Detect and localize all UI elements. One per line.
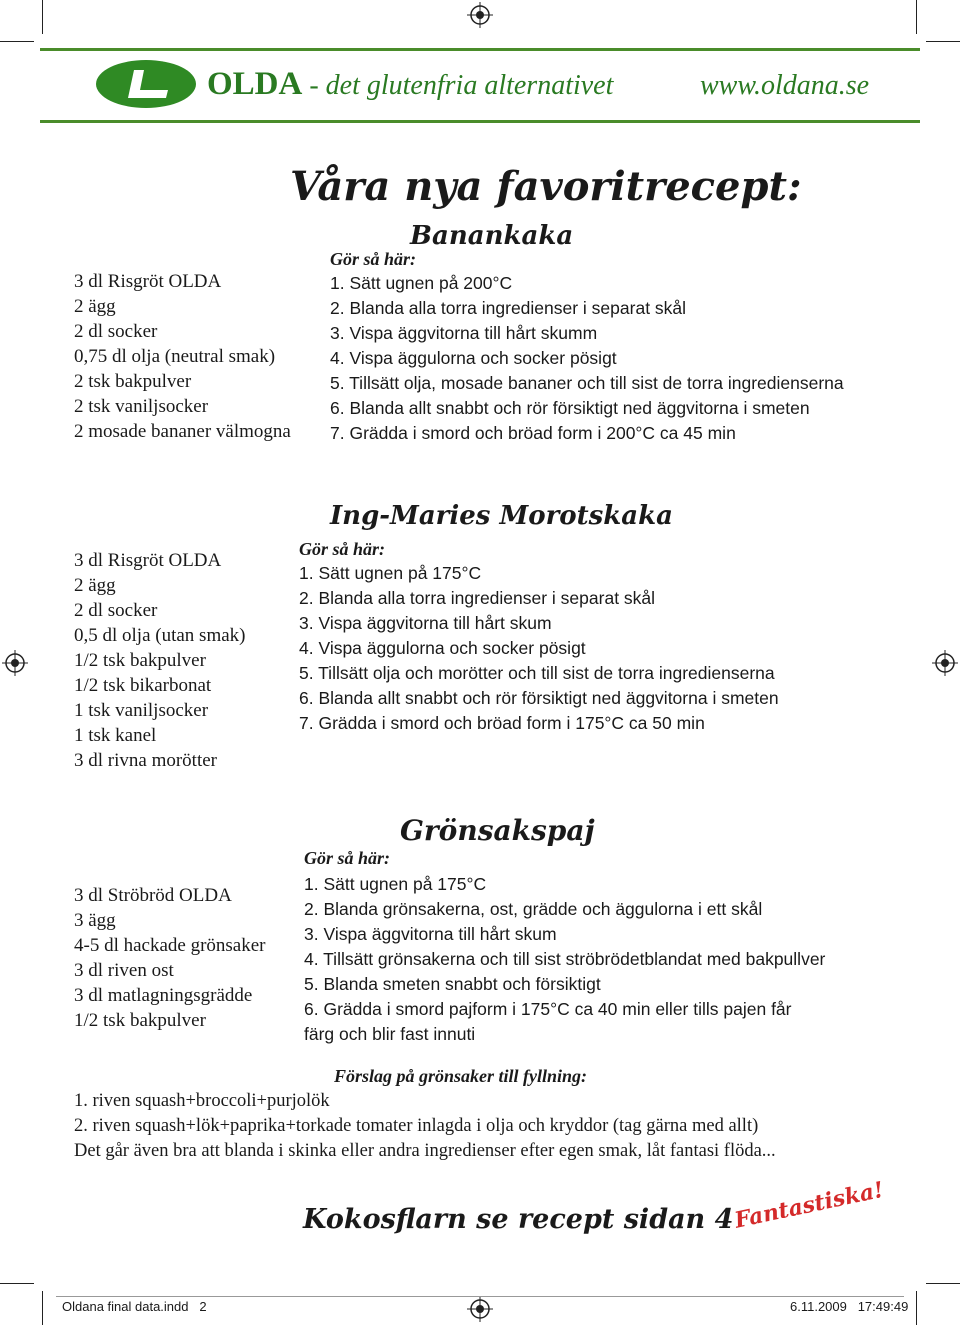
ingredient-item: 4-5 dl hackade grönsaker — [74, 935, 266, 956]
method-section — [330, 247, 844, 446]
recipe-title: Grönsakspaj — [400, 814, 595, 847]
ingredient-list — [74, 883, 266, 1033]
brand-name: OLDA — [207, 66, 303, 102]
ingredient-item: 2 ägg — [74, 296, 116, 317]
suggestion-line: 1. riven squash+broccoli+purjolök — [74, 1091, 330, 1111]
header-rule-top — [40, 48, 920, 51]
method-label: Gör så här: — [330, 249, 417, 269]
ingredient-item: 0,75 dl olja (neutral smak) — [74, 346, 276, 367]
header-url: www.oldana.se — [700, 70, 870, 101]
registration-mark-icon — [2, 650, 28, 676]
crop-mark — [42, 0, 43, 34]
method-section — [299, 537, 779, 736]
method-step: 3. Vispa äggvitorna till hårt skum — [304, 924, 557, 944]
ingredient-item: 3 dl rivna morötter — [74, 750, 217, 771]
header-rule-bottom — [40, 120, 920, 123]
method-step: 5. Blanda smeten snabbt och försiktigt — [304, 974, 601, 994]
ingredient-item: 2 dl socker — [74, 600, 158, 621]
ingredient-item: 2 dl socker — [74, 321, 158, 342]
method-step: 5. Tillsätt olja och morötter och till sist de torra ingredienserna — [299, 663, 775, 683]
crop-mark — [0, 1283, 34, 1284]
ingredient-list — [74, 269, 291, 444]
method-step: färg och blir fast innuti — [304, 1024, 476, 1044]
crop-mark — [926, 41, 960, 42]
ingredient-item: 2 tsk vaniljsocker — [74, 396, 209, 417]
crop-mark — [916, 1291, 917, 1325]
method-step: 7. Grädda i smord och bröad form i 200°C ca 45 min — [330, 423, 736, 443]
method-step: 6. Blanda allt snabbt och rör försiktigt ned äggvitorna i smeten — [299, 688, 779, 708]
ingredient-item: 2 ägg — [74, 575, 116, 596]
fantastiska-stamp: Fantastiska! — [732, 1176, 886, 1234]
ingredient-item: 1 tsk kanel — [74, 725, 157, 746]
method-step: 5. Tillsätt olja, mosade bananer och till sist de torra ingredienserna — [330, 373, 844, 393]
ingredient-item: 3 dl Risgröt OLDA — [74, 271, 222, 292]
ingredient-item: 3 dl matlagningsgrädde — [74, 985, 253, 1006]
method-step: 4. Vispa äggulorna och socker pösigt — [299, 638, 586, 658]
method-label: Gör så här: — [304, 848, 391, 868]
crop-mark — [916, 0, 917, 34]
ingredient-item: 3 ägg — [74, 910, 116, 931]
ingredient-list — [74, 548, 246, 773]
brand-tagline: - det glutenfria alternativet — [302, 70, 614, 101]
method-step: 3. Vispa äggvitorna till hårt skumm — [330, 323, 598, 343]
method-section — [304, 846, 825, 1047]
page-title: Våra nya favoritrecept: — [290, 163, 802, 210]
slug-date: 6.11.2009 17:49:49 — [790, 1299, 909, 1314]
method-step: 4. Tillsätt grönsakerna och till sist ströbrödetblandat med bakpullver — [304, 949, 826, 969]
method-step: 2. Blanda alla torra ingredienser i separat skål — [330, 298, 687, 318]
ingredient-item: 2 mosade bananer välmogna — [74, 421, 291, 442]
method-step: 2. Blanda alla torra ingredienser i separat skål — [299, 588, 656, 608]
suggestion-line: Det går även bra att blanda i skinka eller andra ingredienser efter egen smak, låt fantasi flöda... — [74, 1141, 776, 1161]
ingredient-item: 3 dl riven ost — [74, 960, 174, 981]
method-step: 6. Blanda allt snabbt och rör försiktigt ned äggvitorna i smeten — [330, 398, 810, 418]
crop-mark — [0, 41, 34, 42]
ingredient-item: 1 tsk vaniljsocker — [74, 700, 209, 721]
method-step: 4. Vispa äggulorna och socker pösigt — [330, 348, 617, 368]
ingredient-item: 2 tsk bakpulver — [74, 371, 192, 392]
method-step: 2. Blanda grönsakerna, ost, grädde och äggulorna i ett skål — [304, 899, 763, 919]
ingredient-item: 1/2 tsk bakpulver — [74, 1010, 206, 1031]
ingredient-item: 0,5 dl olja (utan smak) — [74, 625, 246, 646]
registration-mark-icon — [467, 2, 493, 28]
olda-logo-icon — [94, 57, 198, 111]
ingredient-item: 3 dl Risgröt OLDA — [74, 550, 222, 571]
recipe-title: Banankaka — [410, 221, 574, 251]
crop-mark — [42, 1291, 43, 1325]
suggestion-line: 2. riven squash+lök+paprika+torkade tomater inlagda i olja och kryddor (tag gärna med allt) — [74, 1116, 759, 1136]
method-step: 1. Sätt ugnen på 175°C — [304, 874, 487, 894]
method-step: 7. Grädda i smord och bröad form i 175°C ca 50 min — [299, 713, 705, 733]
method-step: 1. Sätt ugnen på 200°C — [330, 273, 513, 293]
suggestions-list — [74, 1089, 776, 1164]
method-step: 3. Vispa äggvitorna till hårt skum — [299, 613, 552, 633]
ingredient-item: 3 dl Ströbröd OLDA — [74, 885, 232, 906]
suggestions-title: Förslag på grönsaker till fyllning: — [334, 1066, 588, 1086]
crop-mark — [926, 1283, 960, 1284]
method-step: 1. Sätt ugnen på 175°C — [299, 563, 482, 583]
footer-note: Kokosflarn se recept sidan 4 — [303, 1204, 734, 1235]
slug-file: Oldana final data.indd 2 — [62, 1299, 207, 1314]
header-title — [207, 64, 613, 106]
ingredient-item: 1/2 tsk bakpulver — [74, 650, 206, 671]
method-step: 6. Grädda i smord pajform i 175°C ca 40 min eller tills pajen får — [304, 999, 792, 1019]
registration-mark-icon — [932, 650, 958, 676]
method-label: Gör så här: — [299, 539, 386, 559]
recipe-title: Ing-Maries Morotskaka — [330, 501, 674, 531]
ingredient-item: 1/2 tsk bikarbonat — [74, 675, 212, 696]
